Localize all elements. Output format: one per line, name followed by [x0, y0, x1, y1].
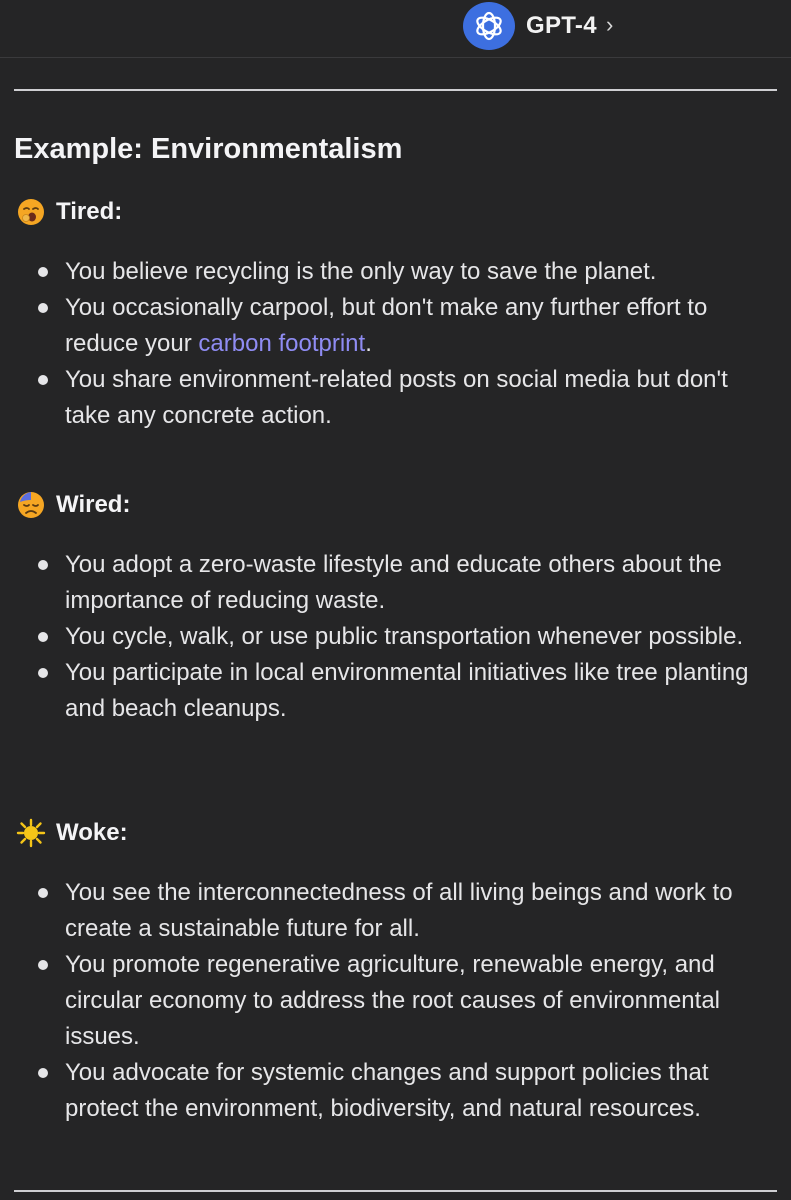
divider-bottom	[14, 1190, 777, 1192]
list-item-text-end: .	[365, 330, 372, 357]
list-item-text: You participate in local environmental initiatives like tree planting and beach cleanups.	[65, 659, 749, 722]
list-item-text: You promote regenerative agriculture, renewable energy, and circular economy to address the root causes of environmental issues.	[65, 951, 720, 1050]
section-title-wired	[16, 490, 130, 520]
list-item-text: You occasionally carpool, but don't make any further effort to reduce your	[65, 294, 708, 357]
list-item	[36, 362, 776, 434]
list-item	[36, 290, 776, 362]
page-title: Example: Environmentalism	[14, 133, 403, 165]
carbon-footprint-link[interactable]: carbon footprint	[198, 330, 366, 357]
list-item-text: You share environment-related posts on social media but don't take any concrete action.	[65, 366, 728, 429]
list-item-text: You advocate for systemic changes and support policies that protect the environment, biodiversity, and natural resources.	[65, 1059, 709, 1122]
list-woke	[36, 875, 776, 1127]
model-name[interactable]: GPT-4	[526, 12, 597, 39]
yawning-face-icon	[16, 197, 46, 227]
list-item	[36, 655, 776, 727]
top-bar	[0, 0, 791, 58]
sun-icon	[16, 818, 46, 848]
disappointed-sweat-face-icon	[16, 490, 46, 520]
list-item	[36, 619, 776, 655]
list-tired	[36, 254, 776, 434]
list-item-text: You believe recycling is the only way to save the planet.	[65, 258, 657, 285]
list-item	[36, 875, 776, 947]
list-item	[36, 947, 776, 1055]
list-item-text: You cycle, walk, or use public transportation whenever possible.	[65, 623, 744, 650]
openai-logo-icon[interactable]	[463, 2, 515, 50]
openai-logo-icon-graphic	[471, 8, 507, 44]
section-label: Woke:	[56, 819, 128, 846]
chevron-right-icon[interactable]: ›	[606, 12, 614, 37]
section-label: Wired:	[56, 491, 131, 518]
list-wired	[36, 547, 776, 727]
list-item-text: You see the interconnectedness of all living beings and work to create a sustainable future for all.	[65, 879, 733, 942]
list-item	[36, 1055, 776, 1127]
section-title-tired	[16, 197, 122, 227]
section-title-woke	[16, 818, 128, 848]
section-label: Tired:	[56, 198, 123, 225]
list-item	[36, 547, 776, 619]
divider-top	[14, 89, 777, 91]
list-item-text: You adopt a zero-waste lifestyle and educate others about the importance of reducing waste.	[65, 551, 722, 614]
list-item	[36, 254, 776, 290]
